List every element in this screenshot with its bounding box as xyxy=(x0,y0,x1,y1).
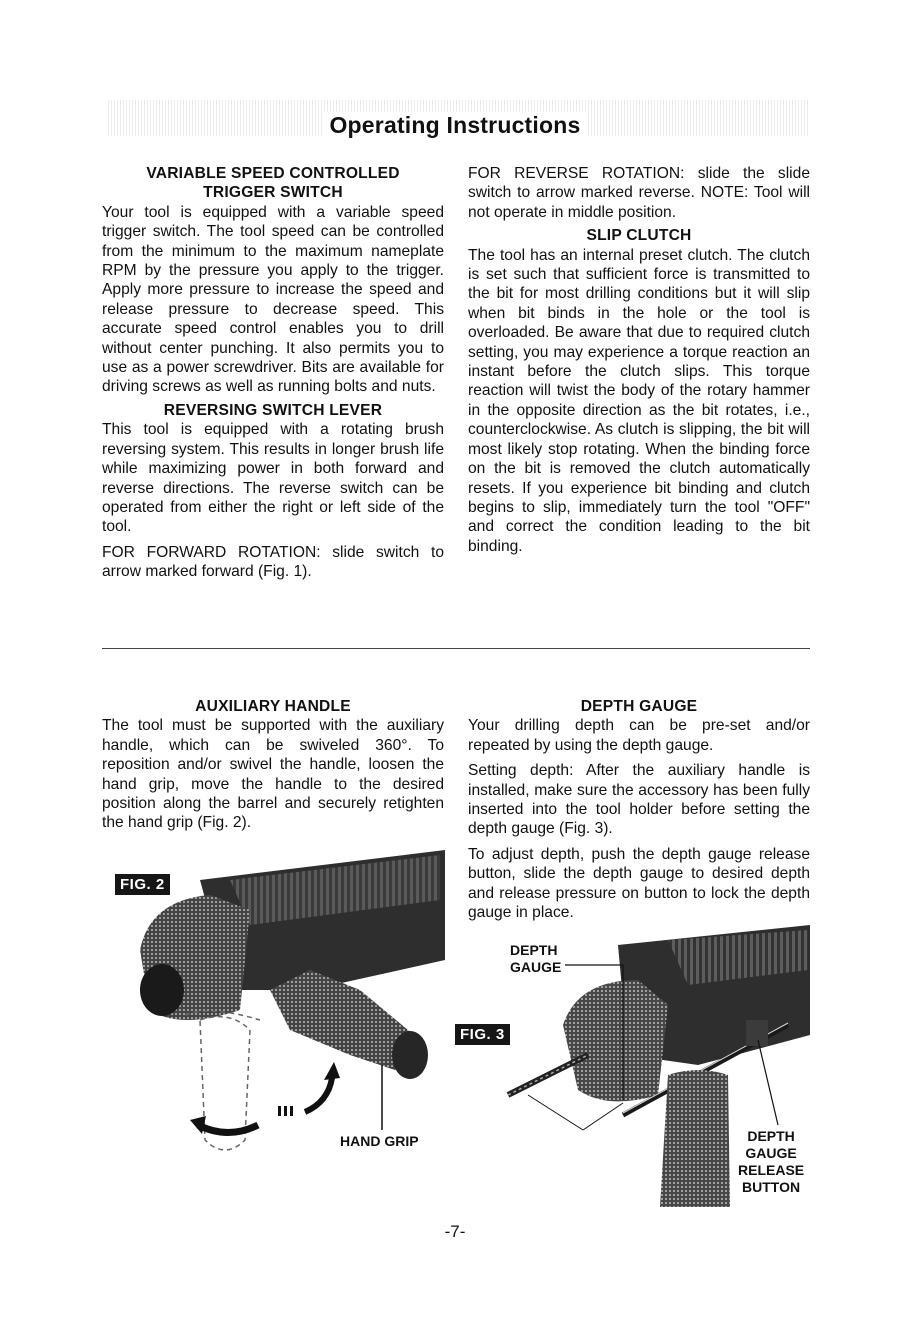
auxiliary-handle-body: The tool must be supported with the auxiliary handle, which can be swiveled 360°. To reposition and/or swivel the handle, loosen the hand grip, move the handle to the desired position along the barrel and securely retighten the hand grip (Fig. 2). xyxy=(102,717,444,832)
fig3-release-callout-line2: GAUGE xyxy=(745,1145,797,1161)
left-column-bottom xyxy=(102,697,444,833)
fig3-release-button-callout xyxy=(738,1128,804,1196)
fig2-tighten-arrow xyxy=(305,1078,332,1112)
variable-speed-heading-line1: VARIABLE SPEED CONTROLLED xyxy=(146,165,400,182)
depth-gauge-heading: DEPTH GAUGE xyxy=(580,698,698,715)
fig3-depth-gauge-callout-line1: DEPTH xyxy=(510,942,558,958)
fig3-release-button-leader xyxy=(758,1040,778,1125)
slip-clutch-body: The tool has an internal preset clutch. The clutch is set such that sufficient force is transmitted to the bit for most drilling conditions but it will slip when bit binds in the hole or the tool is overloaded. Be aware that due to required clutch setting, you may experience a torque reaction an instant before the clutch slips. This torque reaction will twist the body of the rotary hammer in the opposite direction as the bit rotates, i.e., counterclockwise. As clutch is slipping, the bit will most likely stop rotating. When the binding force on the bit is removed the clutch automatically resets. If you experience bit binding and clutch begins to slip, immediately turn the tool "OFF" and correct the condition leading to the bit binding. xyxy=(468,246,810,555)
fig3-release-callout-line3: RELEASE xyxy=(738,1162,805,1178)
forward-rotation-text: FOR FORWARD ROTATION: slide switch to arrow marked forward (Fig. 1). xyxy=(102,543,444,581)
fig2-hand-grip-callout: HAND GRIP xyxy=(340,1133,419,1149)
variable-speed-heading-line2: TRIGGER SWITCH xyxy=(203,184,343,202)
right-column-bottom xyxy=(468,697,810,922)
fig3-depth-measure xyxy=(528,1095,583,1130)
reversing-heading: REVERSING SWITCH LEVER xyxy=(163,401,383,419)
fig2-swivel-arrow xyxy=(198,1125,258,1133)
depth-gauge-body-1: Your drilling depth can be pre-set and/or repeated by using the depth gauge. xyxy=(468,717,810,754)
reverse-rotation-text: FOR REVERSE ROTATION: slide the slide switch to arrow marked reverse. NOTE: Tool will not operate in middle position. xyxy=(468,165,810,221)
page-number: -7- xyxy=(444,1222,466,1241)
variable-speed-body: Your tool is equipped with a variable speed trigger switch. The tool speed can be controlled from the minimum to the maximum nameplate RPM by the pressure you apply to the trigger. Apply more pressure to increase the speed and release pressure to decrease speed. This accurate speed control enables you to drill without center punching. It also permits you to use as a power screwdriver. Bits are available for driving screws as well as running bolts and nuts. xyxy=(102,203,444,396)
fig3-depth-gauge-callout-line2: GAUGE xyxy=(510,959,562,975)
reversing-body: This tool is equipped with a rotating brush reversing system. This results in longer brush life while maximizing power in both forward and reverse directions. The reverse switch can be operated from either the right or left side of the tool. xyxy=(102,421,444,536)
fig3-label: FIG. 3 xyxy=(455,1024,510,1045)
right-column-top xyxy=(468,164,810,556)
fig3-handle xyxy=(660,1070,730,1207)
page-title: Operating Instructions xyxy=(0,112,910,139)
depth-gauge-body-3: To adjust depth, push the depth gauge release button, slide the depth gauge to desired depth and release pressure on button to lock the depth gauge in place. xyxy=(468,845,810,922)
fig3-gauge-clamp xyxy=(746,1020,768,1046)
section-divider xyxy=(102,648,810,649)
fig3-release-callout-line1: DEPTH xyxy=(747,1128,795,1144)
fig3-chuck xyxy=(563,980,668,1101)
auxiliary-handle-heading: AUXILIARY HANDLE xyxy=(195,698,351,715)
fig2-chuck-tip xyxy=(140,964,184,1016)
fig3-release-callout-line4: BUTTON xyxy=(742,1179,801,1195)
fig3-depth-gauge-callout xyxy=(510,942,561,976)
fig2-label: FIG. 2 xyxy=(115,874,170,895)
slip-clutch-heading: SLIP CLUTCH xyxy=(586,227,692,245)
depth-gauge-body-2: Setting depth: After the auxiliary handle is installed, make sure the accessory has been fully inserted into the tool holder before setting the depth gauge (Fig. 3). xyxy=(468,762,810,838)
left-column-top xyxy=(102,164,444,582)
